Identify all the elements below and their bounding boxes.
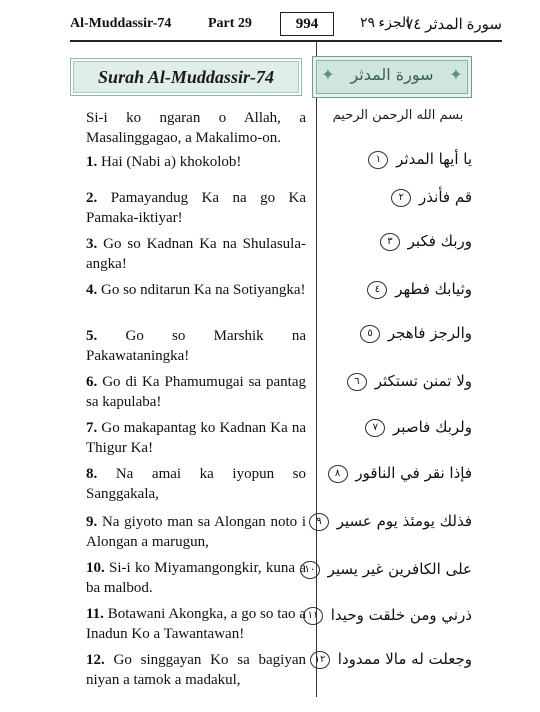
- arabic-verse: [272, 560, 472, 579]
- verse-text: Hai (Nabi a) khokolob!: [101, 154, 242, 170]
- verse-number: 9.: [86, 514, 98, 530]
- header-surah-arabic: سورة المدثر ٧٤: [405, 17, 502, 33]
- verse-text: Na giyoto man sa Alongan noto i Alongan a marugun,: [86, 514, 307, 550]
- arabic-verse: [272, 188, 472, 207]
- arabic-verse-text: ولربك فاصبر: [393, 418, 472, 436]
- verse-text: Go singgayan Ko sa bagiyan niyan a tamok a madakul,: [86, 652, 307, 688]
- arabic-verse: [272, 280, 472, 299]
- arabic-verse: [272, 512, 472, 531]
- arabic-verse: [272, 606, 472, 625]
- arabic-verse: [272, 232, 472, 251]
- arabic-verse: [272, 372, 472, 391]
- verse-number: 1.: [86, 154, 98, 170]
- verse-marker: ٣: [380, 233, 400, 251]
- arabic-verse: [272, 418, 472, 437]
- verse-marker: ٥: [360, 325, 380, 343]
- arabic-verse-text: وثيابك فطهر: [395, 280, 472, 298]
- arabic-verse-text: ذرني ومن خلقت وحيدا: [330, 606, 472, 624]
- arabic-verse-text: والرجز فاهجر: [387, 324, 472, 342]
- verse-number: 8.: [86, 466, 98, 482]
- arabic-verse: [272, 324, 472, 343]
- arabic-verse: [272, 464, 472, 483]
- verse-marker: ٨: [328, 465, 348, 483]
- header-part: Part 29: [208, 16, 252, 31]
- arabic-verse-text: يا أيها المدثر: [396, 150, 472, 168]
- ornament-icon: ✦: [321, 67, 335, 84]
- verse-marker: ٩: [309, 513, 329, 531]
- verse-number: 3.: [86, 236, 98, 252]
- header-surah-name: Al-Muddassir-74: [70, 16, 172, 31]
- ornament-icon: ✦: [449, 67, 463, 84]
- verse-marker: ٢: [391, 189, 411, 207]
- verse-number: 2.: [86, 190, 98, 206]
- column-divider: [316, 42, 317, 697]
- verse-marker: ١٠: [300, 561, 320, 579]
- page-header: [70, 10, 502, 38]
- verse-text: Go makapantag ko Kadnan Ka na Thigur Ka!: [86, 420, 306, 456]
- verse-text: Pamayandug Ka na go Ka Pamaka-iktiyar!: [86, 190, 307, 226]
- verse-text: Go so Marshik na Pakawataningka!: [86, 328, 306, 364]
- verse-marker: ٧: [365, 419, 385, 437]
- verse-number: 11.: [86, 606, 104, 622]
- arabic-verse-text: وجعلت له مالا ممدودا: [337, 650, 472, 668]
- verse-number: 6.: [86, 374, 98, 390]
- header-juz-arabic: الجزء ٢٩: [360, 16, 411, 31]
- verse-text: Si-i ko Miyamangongkir, kuna a ba malbod.: [86, 560, 306, 596]
- verse-number: 4.: [86, 282, 98, 298]
- verse-number: 5.: [86, 328, 98, 344]
- verse-text: Go so Kadnan Ka na Shulasula-angka!: [86, 236, 307, 272]
- verse-text: Go di Ka Phamumugai sa pantag sa kapulaba!: [86, 374, 306, 410]
- arabic-title-panel: [312, 56, 472, 98]
- arabic-verse-text: ولا تمنن تستكثر: [374, 372, 472, 390]
- arabic-verse: [272, 650, 472, 669]
- verse-text: Na amai ka iyopun so Sanggakala,: [86, 466, 306, 502]
- arabic-verse-text: قم فأنذر: [419, 188, 472, 206]
- arabic-verse-text: على الكافرين غير يسير: [327, 560, 472, 578]
- verse-marker: ٦: [347, 373, 367, 391]
- arabic-verse-text: فذلك يومئذ يوم عسير: [336, 512, 472, 530]
- verse-number: 12.: [86, 652, 105, 668]
- arabic-surah-title: سورة المدثر: [350, 65, 434, 84]
- verse-marker: ٤: [367, 281, 387, 299]
- verse-marker: ١: [368, 151, 388, 169]
- verse-marker: ١١: [303, 607, 323, 625]
- header-rule: [70, 40, 502, 42]
- verse-text: Go so nditarun Ka na Sotiyangka!: [101, 282, 306, 298]
- arabic-verse: [272, 150, 472, 169]
- intro-text: Si-i ko ngaran o Allah, a Masalinggagao, a Makalimo-on.: [86, 110, 306, 146]
- verse-text: Botawani Akongka, a go so tao a Inadun Ko a Tawantawan!: [86, 606, 306, 642]
- arabic-verse-text: فإذا نقر في الناقور: [355, 464, 472, 482]
- arabic-verse-text: وربك فكبر: [407, 232, 472, 250]
- surah-title: Surah Al-Muddassir-74: [70, 58, 302, 96]
- verse-marker: ١٢: [310, 651, 330, 669]
- page-number: 994: [280, 12, 334, 36]
- verse-number: 7.: [86, 420, 98, 436]
- basmala: بسم الله الرحمن الرحيم: [332, 108, 464, 123]
- verse-number: 10.: [86, 560, 105, 576]
